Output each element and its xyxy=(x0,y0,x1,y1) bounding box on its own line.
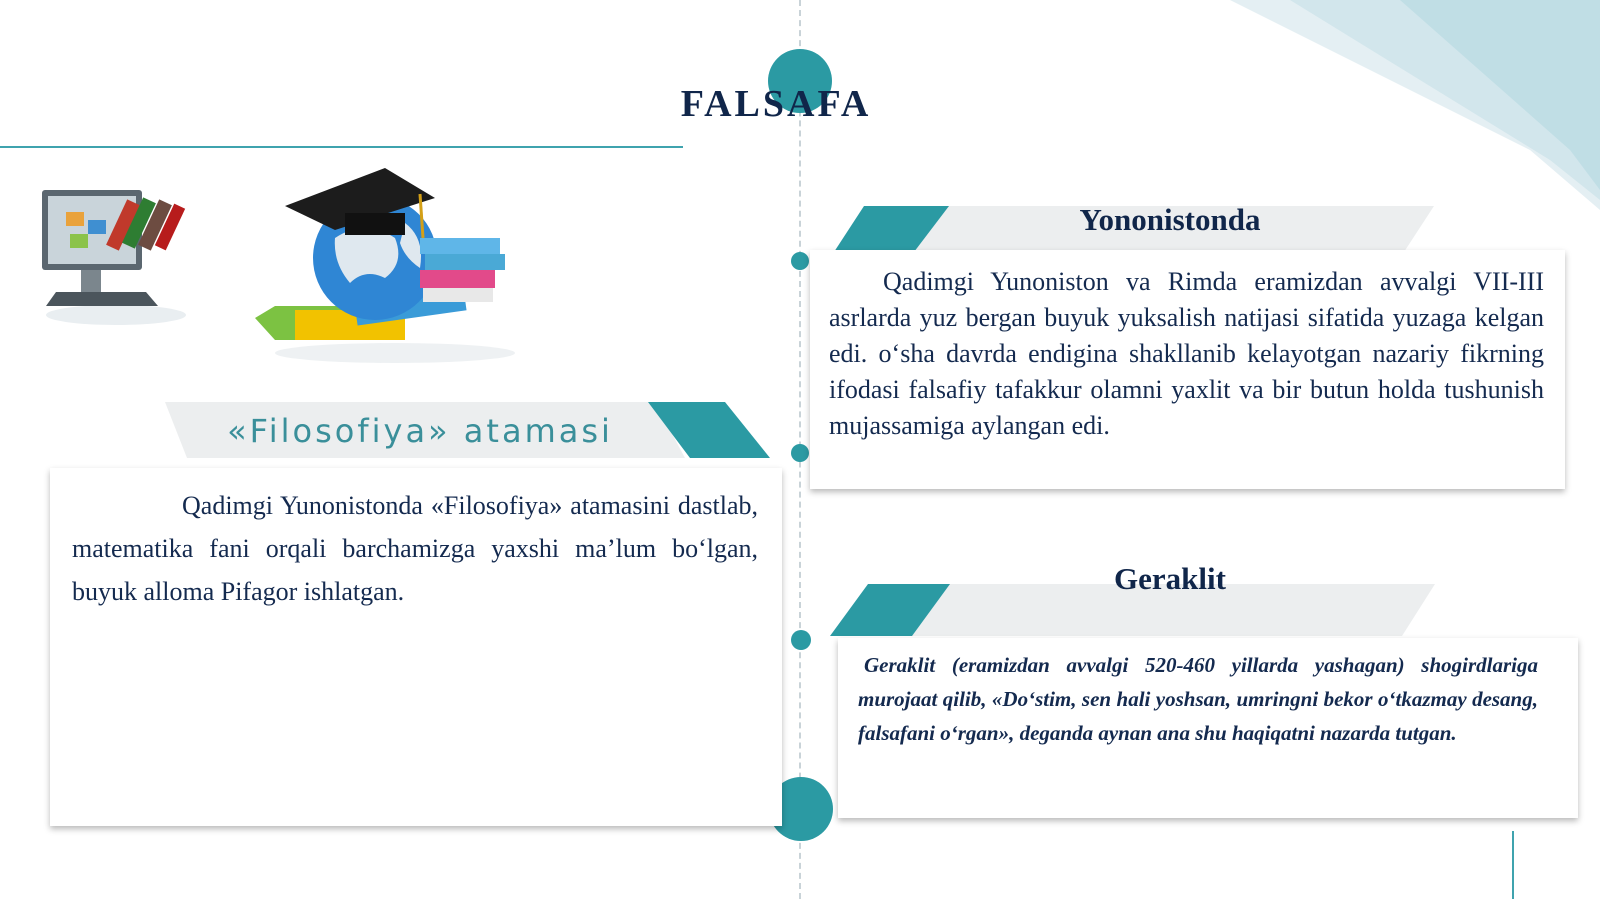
left-banner-label: «Filosofiya» atamasi xyxy=(227,412,613,450)
section-heading-geraklit: Geraklit xyxy=(1114,561,1226,596)
section-heading-yononistonda: Yononistonda xyxy=(1079,202,1261,237)
graduation-globe-image xyxy=(255,168,525,368)
right-paragraph-2: Geraklit (eramizdan avvalgi 520-460 yillarda yashagan) shogirdlariga murojaat qilib, «Do‘stim, sen hali yoshsan, umringni bekor o‘tkazmay desang, falsafani o‘rgan», deganda aynan ana shu haqiqatni nazarda tutgan. xyxy=(858,653,1538,745)
right-paragraph-1: Qadimgi Yunoniston va Rimda eramizdan avvalgi VII-III asrlarda yuz bergan buyuk yuksalish natijasi sifatida yuzaga kelgan edi. o‘sha davrda endigina shakllanib kelayotgan nazariy fikrning ifodasi falsafiy tafakkur olamni yaxlit va bir butun holda tushunish mujassamiga aylangan edi. xyxy=(829,267,1544,440)
bottom-accent-line xyxy=(1512,831,1514,899)
timeline-dot xyxy=(791,444,809,462)
left-paragraph: Qadimgi Yunonistonda «Filosofiya» atamasini dastlab, matematika fani orqali barchamizga yaxshi ma’lum bo‘lgan, buyuk alloma Pifagor ishlatgan. xyxy=(72,491,758,606)
timeline-dot xyxy=(791,630,811,650)
title-underline xyxy=(0,146,683,148)
page-title: FALSAFA xyxy=(680,83,872,125)
timeline-dot xyxy=(791,252,809,270)
computer-books-image xyxy=(36,180,196,330)
